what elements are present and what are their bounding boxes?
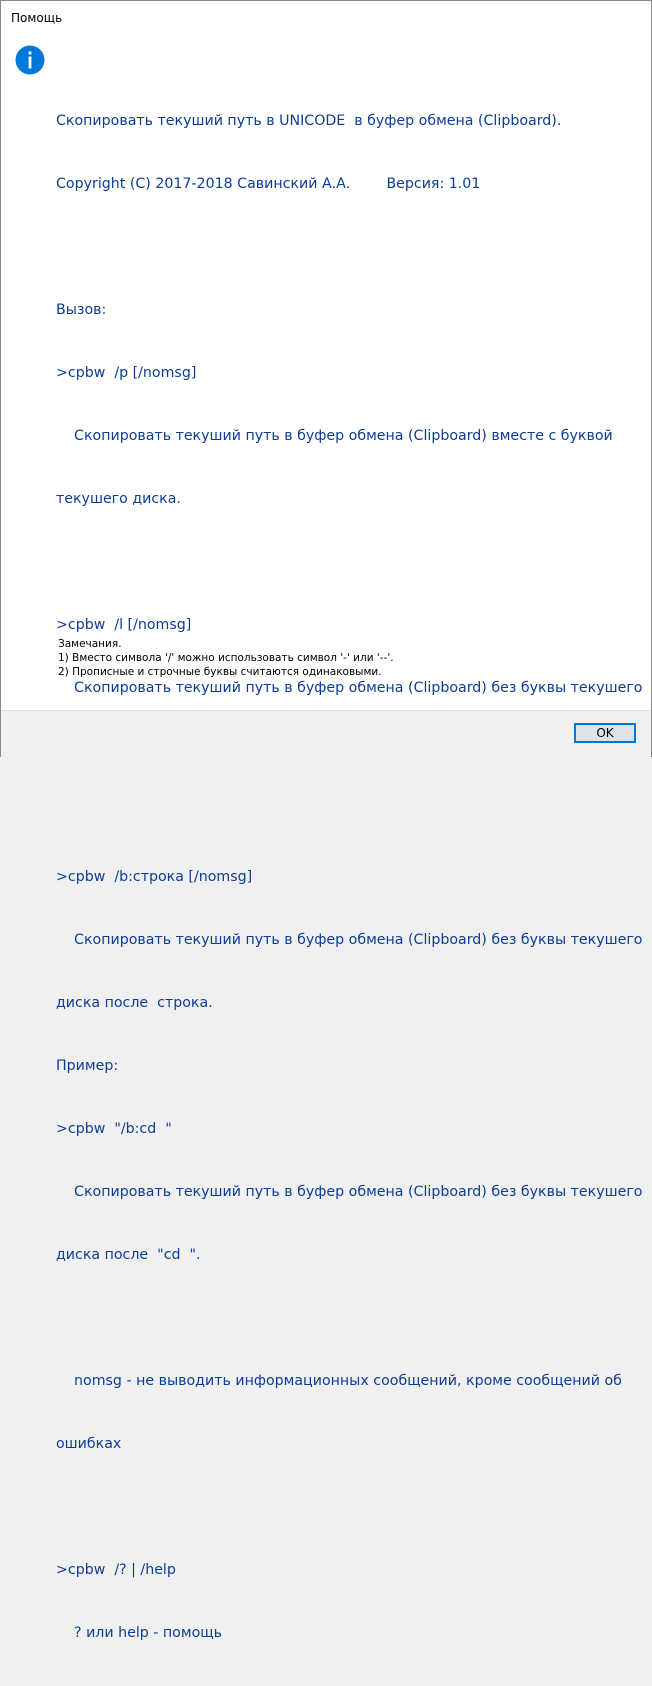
notes-heading: Замечания. (58, 638, 122, 650)
message-line: Пример: (56, 1058, 119, 1074)
title-bar[interactable] (1, 1, 651, 33)
message-line: Скопировать текуший путь в буфер обмена (Clipboard) без буквы текушего (56, 932, 643, 948)
message-line: nomsg - не выводить информационных сообщений, кроме сообщений об (56, 1373, 622, 1389)
message-line: Вызов: (56, 302, 107, 318)
message-line (56, 804, 636, 825)
message-line: Скопировать текуший путь в UNICODE в буфер обмена (Clipboard). (56, 113, 562, 129)
message-line: >cpbw "/b:cd " (56, 1121, 172, 1137)
message-line: ошибках (56, 1436, 122, 1452)
message-line: текушего диска. (56, 491, 181, 507)
message-line: Скопировать текуший путь в буфер обмена (Clipboard) без буквы текушего (56, 680, 643, 696)
message-line: Скопировать текуший путь в буфер обмена (Clipboard) вместе с буквой (56, 428, 613, 444)
note-item: 2) Прописные и строчные буквы считаются одинаковыми. (58, 666, 382, 678)
dialog-footer (1, 710, 651, 757)
message-line: Скопировать текуший путь в буфер обмена (Clipboard) без буквы текушего (56, 1184, 643, 1200)
message-line (56, 1308, 636, 1329)
help-message (56, 69, 643, 1686)
message-line: Copyright (C) 2017-2018 Савинский А.А. Версия: 1.01 (56, 176, 481, 192)
message-line: >cpbw /p [/nomsg] (56, 365, 197, 381)
message-line: диска после строка. (56, 995, 213, 1011)
message-line: >cpbw /l [/nomsg] (56, 617, 192, 633)
note-item: 1) Вместо символа '/' можно использовать символ '-' или '--'. (58, 652, 394, 664)
message-line: >cpbw /b:строка [/nomsg] (56, 869, 253, 885)
message-line: ? или help - помощь (56, 1625, 222, 1641)
message-line (56, 1497, 636, 1518)
message-line: >cpbw /? | /help (56, 1562, 176, 1578)
info-icon (15, 45, 45, 75)
ok-button[interactable]: OK (574, 723, 636, 743)
window-title: Помощь (11, 11, 63, 25)
notes-block (58, 637, 618, 679)
message-line (56, 237, 636, 258)
message-line (56, 552, 636, 573)
message-line: диска после "cd ". (56, 1247, 201, 1263)
